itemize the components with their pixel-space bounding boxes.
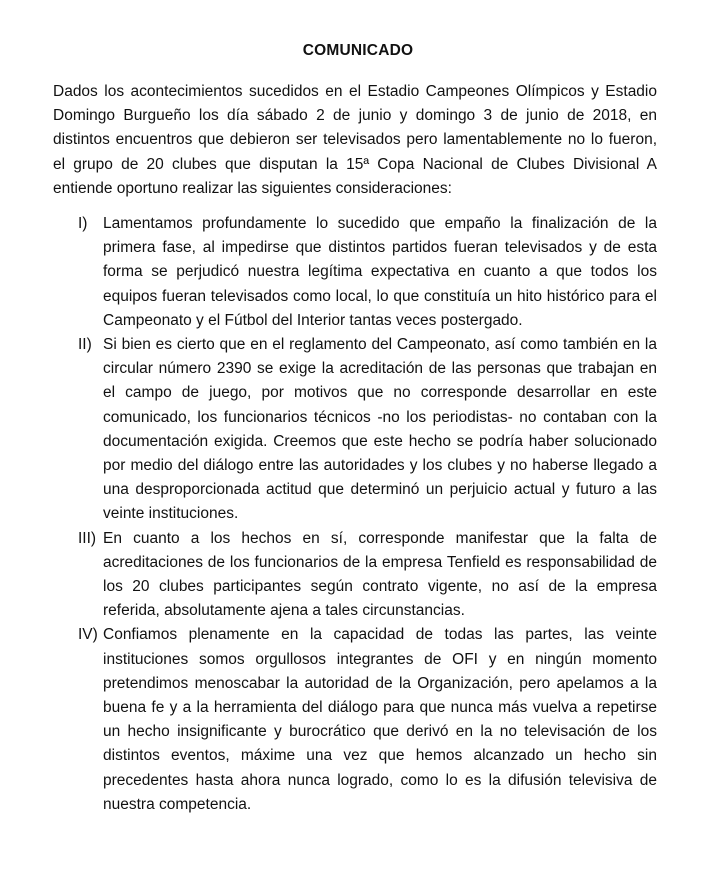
item-number: IV)	[78, 626, 98, 644]
item-number: III)	[78, 529, 97, 547]
considerations-list	[78, 212, 657, 817]
item-number: II)	[78, 336, 92, 354]
document-title: COMUNICADO	[302, 42, 414, 59]
item-text: Confiamos plenamente en la capacidad de todas las partes, las veinte instituciones somos orgullosos integrantes de OFI y en ningún momento pretendimos menoscabar la autoridad de la Organización, pero apelamos a la buena fe y a la herramienta del diálogo para que nunca más vuelva a repetirse un hecho insignificante y burocrático que derivó en la no televisación de los distintos eventos, máxime una vez que hemos alcanzado un hecho sin precedentes hasta ahora nunca logrado, como lo es la difusión televisiva de nuestra competencia.	[103, 626, 657, 813]
item-text: En cuanto a los hechos en sí, corresponde manifestar que la falta de acreditaciones de los funcionarios de la empresa Tenfield es responsabilidad de los 20 clubes participantes según contrato vigente, no así de la empresa referida, absolutamente ajena a tales circunstancias.	[103, 529, 657, 620]
intro-paragraph: Dados los acontecimientos sucedidos en el Estadio Campeones Olímpicos y Estadio Domingo Burgueño los día sábado 2 de junio y domingo 3 de junio de 2018, en distintos encuentros que debieron ser televisados pero lamentablemente no lo fueron, el grupo de 20 clubes que disputan la 15ª Copa Nacional de Clubes Divisional A entiende oportuno realizar las siguientes consideraciones:	[53, 83, 657, 197]
item-number: I)	[78, 215, 88, 232]
list-item	[78, 527, 657, 624]
list-item	[78, 212, 657, 333]
item-text: Si bien es cierto que en el reglamento del Campeonato, así como también en la circular número 2390 se exige la acreditación de las personas que trabajan en el campo de juego, por motivos que no corresponde desarrollar en este comunicado, los funcionarios técnicos -no los periodistas- no contaban con la documentación exigida. Creemos que este hecho se podría haber solucionado por medio del diálogo entre las autoridades y los clubes y no haberse llegado a una desproporcionada actitud que determinó un perjuicio actual y futuro a las veinte instituciones.	[103, 336, 657, 523]
list-item	[78, 623, 657, 817]
item-text: Lamentamos profundamente lo sucedido que empaño la finalización de la primera fase, al impedirse que distintos partidos fueran televisados y de esta forma se perjudicó nuestra legítima expectativa en cuanto a que todos los equipos fueran televisados como local, lo que constituía un hito histórico para el Campeonato y el Fútbol del Interior tantas veces postergado.	[103, 215, 657, 329]
list-item	[78, 333, 657, 527]
